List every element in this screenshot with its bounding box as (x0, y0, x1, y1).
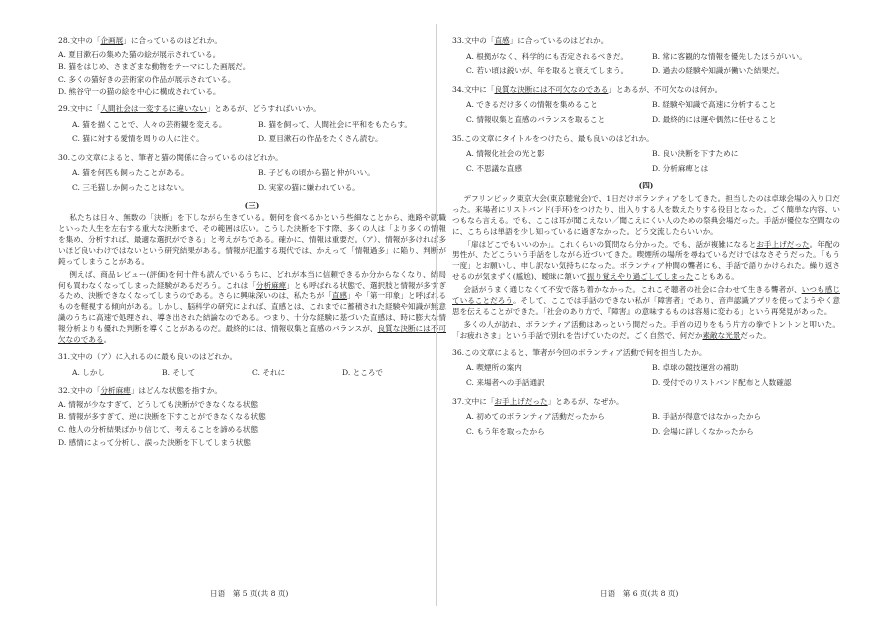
option: C. 他人の分析結果ばかり信じて、考えることを諦める状態 (58, 424, 259, 434)
question-29: 29.文中に「人間社会は一変するに違いない」とあるが、どうすればいいか。 (58, 103, 321, 113)
question-37: 37.文中に「お手上げだった」とあるが、なぜか。 (452, 396, 624, 406)
option: C. もう年を取ったから (466, 426, 545, 436)
option: B. 良い決断を下すために (652, 149, 739, 159)
options-grid (72, 166, 446, 195)
option: B. 卓球の競技運営の補助 (652, 363, 739, 373)
options-grid (466, 147, 840, 176)
question-30: 30.この文章によると、筆者と猫の関係に合っているのはどれか。 (58, 152, 283, 162)
underlined-term: 直感 (331, 291, 348, 301)
option: D. 熊谷守一の猫の絵を中心に構成されている。 (58, 87, 221, 97)
passage-paragraph: 例えば、商品レビュー(評価)を何十件も読んでいるうちに、どれが本当に信頼できるか分からなくなり、結局何も買わなくなってしまった経験があるだろう。これは「分析麻痺」とも呼ばれる状態で、選択肢と情報が多すぎるため、決断できなくなってしまうのである。さらに興味深いのは、私たちが「直感」や「第一印象」と呼ばれるものを軽視する傾向がある。しかし、脳科学の研究によれば、直感とは、これまでに蓄積された経験や知識が無意識のうちに高速で処理され、導き出された結論なのである。つまり、十分な経験に基づいた直感は、時に膨大な情報分析よりも優れた判断を導くことがあるのだ。最終的には、情報収集と直感のバランスが、良質な決断には不可欠なのである。 (58, 269, 447, 345)
options-row (72, 366, 446, 381)
underlined-term: 企画展 (100, 36, 124, 45)
option: A. 根拠がなく、科学的にも否定されるべきだ。 (466, 51, 629, 61)
underlined-term: 振り覚えやり過ごしてしまった (587, 272, 694, 282)
option: B. 猫を飼って、人間社会に平和をもたらす。 (258, 119, 412, 129)
option: C. 猫に対する愛情を周りの人に注ぐ。 (72, 134, 204, 144)
underlined-term: お手上げだった (494, 396, 548, 406)
option: C. 情報収集と直感のバランスを取ること (466, 114, 606, 124)
option: A. 猫を描くことで、人々の芸術観を変える。 (72, 119, 227, 129)
underlined-term: 人間社会は一変するに違いない (100, 103, 207, 113)
option: D. 感情によって分析し、誤った決断を下してしまう状態 (58, 437, 251, 447)
page-divider (436, 24, 437, 606)
options-grid (466, 361, 840, 390)
option: B. 経験や知識で高速に分析すること (652, 100, 777, 110)
right-page (452, 30, 840, 439)
option: D. 分析麻痺とは (652, 163, 709, 173)
section-heading: (三) (244, 200, 260, 210)
underlined-term: 良質な決断には不可欠なのである (58, 324, 446, 345)
options-grid (466, 410, 840, 439)
option: A. 喫煙所の案内 (466, 363, 522, 373)
options-grid (466, 98, 840, 127)
option: B. 子どもの頃から猫と仲がいい。 (258, 168, 375, 178)
option: A. 初めてのボランティア活動だったから (466, 412, 605, 422)
option: B. 常に客観的な情報を優先したほうがいい。 (652, 51, 807, 61)
option: D. 受付でのリストバンド配布と人数確認 (652, 377, 792, 387)
question-34: 34.文中に「良質な決断には不可欠なのである」とあるが、不可欠なのは何か。 (452, 84, 723, 94)
underlined-term: いつも感じていることだろう (452, 285, 841, 306)
option: C. 不思議な直感 (466, 163, 522, 173)
option: C. 来場者への手話通訳 (466, 377, 545, 387)
option: A. しかし (72, 367, 106, 377)
passage-paragraph: 私たちは日々、無数の「決断」を下しながら生きている。朝何を食べるかという些細なことから、進路や就職といった人生を左右する重大な決断まで、その範囲は広い。こうした決断を下す際、多くの人は「より多くの情報を集め、分析すれば、最適な選択ができる」と考えがちである。確かに、情報は重要だ。（ア）、情報が多ければ多いほど良いわけではないという研究結果がある。情報が氾濫する現代では、かえって「情報過多」に陥り、判断が鈍ってしまうことがある。 (58, 213, 446, 266)
option: C. 三毛猫しか飼ったことはない。 (72, 182, 189, 192)
underlined-term: 分析麻痺 (255, 280, 287, 290)
option: B. そして (162, 367, 196, 377)
option: A. 猫を何匹も飼ったことがある。 (72, 168, 189, 178)
passage-paragraph: デフリンピック東京大会(東京聴覚会)で、1日だけボランティアをしてきた。担当したのは卓球会場の入り口だった。来場者にリストバンド(手环)をつけたり、出入りする人を数えたりする役目となった。ごく簡単な内容、いつもなら言える。でも、ここは耳が聞こえない／聞こえにくい人のための祭典会場だった。手話が優位な空間なのに、こちらは単語を少し知っているに過ぎなかった。どう交流したらいいか。 (452, 193, 840, 236)
question-35: 35.この文章にタイトルをつけたら、最も良いのはどれか。 (452, 133, 654, 143)
option: D. 最終的には運や偶然に任せること (652, 114, 777, 124)
underlined-term: お手上げだった (756, 239, 810, 249)
option: D. 過去の経験や知識が働いた結果だ。 (652, 66, 785, 76)
options-grid (72, 118, 446, 147)
option: B. 猫をはじめ、さまざまな動物をテーマにした画展だ。 (58, 62, 251, 72)
section-heading: (四) (638, 181, 654, 191)
option: D. 夏目漱石の作品をたくさん読む。 (258, 134, 383, 144)
page-footer: 日语 第 6 页(共 8 页) (600, 589, 679, 598)
option: C. 多くの猫好きの芸術家の作品が展示されている。 (58, 74, 236, 84)
page-footer: 日语 第 5 页(共 8 页) (210, 589, 289, 598)
option: A. 夏目漱石の集めた猫の絵が展示されている。 (58, 49, 221, 59)
option: A. できるだけ多くの情報を集めること (466, 100, 598, 110)
question-33: 33.文中の「直感」に合っているのはどれか。 (452, 36, 609, 45)
option: C. それに (252, 367, 286, 377)
option: C. 若い頃は鋭いが、年を取ると衰えてしまう。 (466, 66, 629, 76)
option: B. 手話が得意ではなかったから (652, 412, 762, 422)
option: A. 情報化社会の光と影 (466, 149, 545, 159)
question-36: 36.この文章によると、筆者が今回のボランティア活動で何を担当したか。 (452, 347, 707, 357)
underlined-term: 直感 (494, 36, 510, 45)
options-grid (466, 50, 840, 79)
question-31: 31.文中の（ア）に入れるのに最も良いのはどれか。 (58, 352, 238, 361)
underlined-term: 良質な決断には不可欠なのである (494, 84, 609, 94)
left-page (58, 30, 446, 450)
question-28: 28.文中の「企画展」に合っているのはどれか。 (58, 36, 222, 45)
option: D. ところで (342, 367, 383, 377)
question-32: 32.文中の「分析麻痺」はどんな状態を指すか。 (58, 386, 222, 396)
option: D. 会場に詳しくなかったから (652, 426, 754, 436)
passage-paragraph: 会話がうまく通じなくて不安で落ち着かなかった。これこそ聴者の社会に合わせて生きる聾者が、いつも感じていることだろう。そして、ここでは手話のできない私が「障害者」であり、音声認識アプリを使ってようやく意思を伝えることができた。「社会のあり方で、『障害』の意味するものは容易に変わる」という再発見があった。 (452, 285, 841, 316)
passage-paragraph: 多くの人が訪れ、ボランティア活動はあっという間だった。手首の辺りをもう片方の拳でトントンと叩いた。「お疲れさま」という手話で別れを告げていたのだ。ごく自然で、何だか素敵な光景だった。 (452, 319, 840, 340)
option: A. 情報が少なすぎて、どうしても決断ができなくなる状態 (58, 399, 259, 409)
underlined-term: 素敵な光景 (702, 330, 741, 340)
option: D. 実家の猫に嫌われている。 (258, 182, 360, 192)
passage-paragraph: 「扉はどこでもいいのか」。これくらいの質問なら分かった。でも、話が複雑になるとお手上げだった。年配の男性が、たどこういう手話をしながら近づいてきた。喫煙所の場所を尋ねているだけではなさそうだった。「もう一度」とお願いし、申し訳ない気持ちになった。ボランティア仲間の聾者にも、手話で語りかけられた。繰り返させるのが気まずく(尴尬)、曖昧に頷いて振り覚えやり過ごしてしまったこともある。 (452, 239, 841, 282)
underlined-term: 分析麻痺 (100, 386, 131, 396)
option: B. 情報が多すぎて、逆に決断を下すことができなくなる状態 (58, 412, 266, 422)
